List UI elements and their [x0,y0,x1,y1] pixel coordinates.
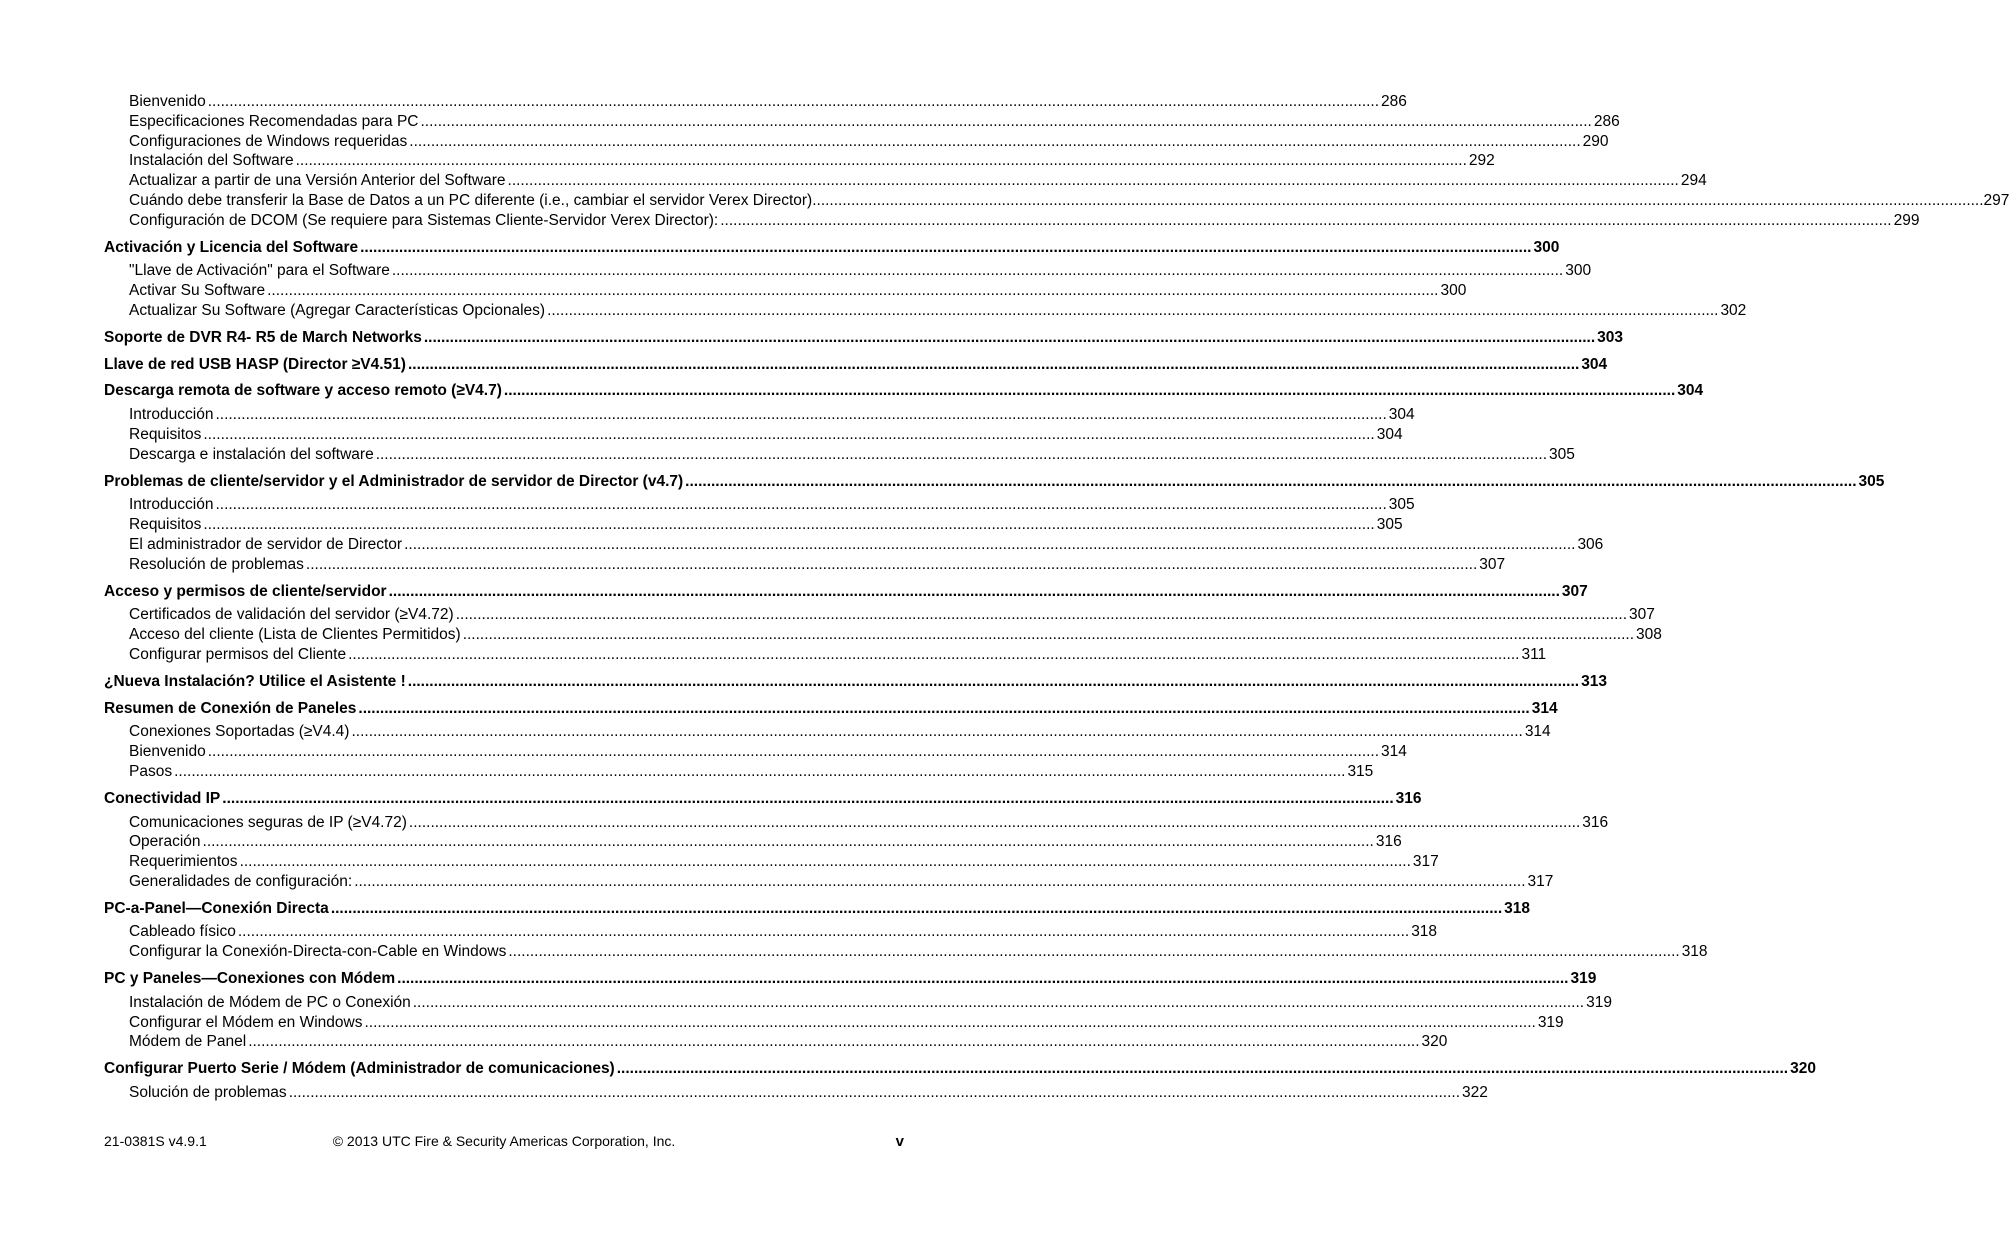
toc-subsection-entry[interactable] [104,555,1506,575]
toc-subsection-entry[interactable] [104,495,1415,515]
toc-subsection-entry[interactable] [104,813,1609,833]
dot-leader [617,1059,1788,1079]
copyright-notice: © 2013 UTC Fire & Security Americas Corporation, Inc. [332,1133,676,1149]
dot-leader [222,789,1393,809]
toc-subsection-entry[interactable] [104,515,1403,535]
toc-subsection-entry[interactable] [104,922,1438,942]
toc-section-entry[interactable] [104,789,1422,809]
dot-leader [376,445,1547,465]
toc-entry-title: Activar Su Software [129,282,266,300]
dot-leader [508,942,1679,962]
toc-entry-page: 306 [1577,535,1604,553]
toc-entry-page: 299 [1893,211,1920,229]
page-footer [104,1133,904,1153]
toc-entry-page: 304 [1581,355,1608,373]
dot-leader [397,969,1568,989]
toc-subsection-entry[interactable] [104,261,1592,281]
toc-entry-page: 307 [1479,555,1506,573]
toc-subsection-entry[interactable] [104,645,1547,665]
toc-entry-page: 322 [1462,1084,1488,1102]
toc-entry-page: 300 [1440,282,1467,300]
toc-entry-page: 300 [1565,262,1592,280]
toc-entry-title: El administrador de servidor de Director [129,535,403,553]
toc-section-entry[interactable] [104,1059,1816,1079]
toc-subsection-entry[interactable] [104,872,1554,892]
toc-subsection-entry[interactable] [104,151,1495,171]
toc-entry-title: Requisitos [129,425,202,443]
toc-entry-title: Bienvenido [129,93,206,110]
dot-leader [409,813,1580,833]
dot-leader [306,555,1477,575]
toc-entry-title: Instalación de Módem de PC o Conexión [129,993,411,1011]
dot-leader [203,425,1374,445]
toc-entry-title: Cableado físico [129,923,236,941]
toc-entry-page: 318 [1681,943,1708,961]
toc-subsection-entry[interactable] [104,281,1467,301]
toc-entry-title: Descarga remota de software y acceso remoto (≥V4.7) [104,382,502,400]
dot-leader [364,1013,1535,1033]
toc-entry-title: Instalación del Software [129,152,294,170]
toc-subsection-entry[interactable] [104,445,1575,465]
toc-entry-title: Activación y Licencia del Software [104,238,359,256]
toc-entry-title: Actualizar a partir de una Versión Anterior del Software [129,172,506,190]
dot-leader [215,405,1386,425]
toc-entry-page: 313 [1581,672,1607,690]
toc-entry-title: Requisitos [129,516,202,534]
toc-subsection-entry[interactable] [104,1032,1448,1052]
dot-leader [424,328,1595,348]
toc-section-entry[interactable] [104,582,1588,602]
dot-leader [812,191,1983,211]
toc-entry-page: 286 [1381,93,1407,110]
dot-leader [547,301,1718,321]
toc-subsection-entry[interactable] [104,112,1620,132]
toc-entry-title: Módem de Panel [129,1033,247,1051]
dot-leader [267,281,1438,301]
toc-entry-title: Configurar permisos del Cliente [129,645,347,663]
toc-entry-page: 304 [1388,406,1415,424]
dot-leader [208,742,1379,762]
dot-leader [348,645,1519,665]
toc-entry-title: Resolución de problemas [129,555,304,573]
toc-entry-title: Descarga e instalación del software [129,445,374,463]
toc-entry-page: 315 [1347,762,1374,780]
toc-subsection-entry[interactable] [104,1013,1564,1033]
toc-entry-page: 311 [1521,645,1547,663]
toc-entry-title: Especificaciones Recomendadas para PC [129,112,419,130]
toc-entry-title: Configuraciones de Windows requeridas [129,132,408,150]
toc-section-entry[interactable] [104,899,1531,919]
toc-section-entry[interactable] [104,672,1607,692]
dot-leader [248,1032,1419,1052]
dot-leader [203,515,1374,535]
toc-subsection-entry[interactable] [104,993,1612,1013]
toc-entry-page: 316 [1395,789,1422,807]
toc-entry-title: Operación [129,833,201,851]
toc-entry-page: 318 [1411,923,1438,941]
toc-section-entry[interactable] [104,472,1885,492]
toc-subsection-entry[interactable] [104,405,1415,425]
toc-entry-page: 319 [1537,1013,1564,1031]
dot-leader [351,722,1522,742]
toc-entry-title: Conectividad IP [104,789,221,807]
toc-entry-title: Generalidades de configuración: [129,872,353,890]
toc-entry-page: 286 [1593,112,1620,130]
toc-section-entry[interactable] [104,381,1704,401]
toc-subsection-entry[interactable] [104,942,1708,962]
toc-subsection-entry[interactable] [104,625,1662,645]
toc-entry-title: Soporte de DVR R4- R5 de March Networks [104,328,422,346]
toc-entry-page: 305 [1388,496,1415,514]
toc-entry-title: Problemas de cliente/servidor y el Administrador de servidor de Director (v4.7) [104,472,684,490]
document-number: 21-0381S v4.9.1 [104,1133,207,1149]
toc-subsection-entry[interactable] [104,722,1551,742]
toc-entry-title: Configuración de DCOM (Se requiere para Sistemas Cliente-Servidor Verex Director): [129,211,719,229]
toc-entry-page: 308 [1636,626,1662,644]
dot-leader [354,872,1525,892]
toc-subsection-entry[interactable] [104,211,1920,231]
toc-subsection-entry[interactable] [104,762,1374,782]
toc-entry-title: ¿Nueva Instalación? Utilice el Asistente ! [104,672,406,690]
toc-subsection-entry[interactable] [104,92,1407,112]
toc-entry-page: 314 [1381,743,1407,761]
toc-entry-page: 320 [1790,1060,1816,1078]
toc-entry-title: Llave de red USB HASP (Director ≥V4.51) [104,355,406,373]
toc-entry-page: 300 [1533,238,1560,256]
dot-leader [508,171,1679,191]
toc-entry-page: 320 [1421,1033,1448,1051]
toc-entry-page: 316 [1375,833,1402,851]
dot-leader [389,582,1560,602]
toc-entry-page: 319 [1570,970,1597,988]
dot-leader [413,993,1584,1013]
dot-leader [174,762,1345,782]
toc-entry-title: PC y Paneles—Conexiones con Módem [104,970,396,988]
dot-leader [360,238,1531,258]
dot-leader [289,1083,1460,1103]
toc-entry-page: 305 [1858,472,1885,490]
toc-entry-page: 317 [1412,853,1439,871]
toc-entry-page: 292 [1468,152,1495,170]
toc-subsection-entry[interactable] [104,832,1402,852]
toc-entry-title: Requerimientos [129,853,238,871]
toc-entry-page: 314 [1524,723,1551,741]
toc-entry-page: 319 [1586,993,1612,1011]
toc-subsection-entry[interactable] [104,425,1403,445]
toc-entry-page: 305 [1376,516,1403,534]
dot-leader [331,899,1502,919]
toc-subsection-entry[interactable] [104,171,1707,191]
dot-leader [358,699,1529,719]
toc-entry-title: Configurar Puerto Serie / Módem (Administrador de comunicaciones) [104,1060,615,1078]
toc-subsection-entry[interactable] [104,742,1407,762]
dot-leader [215,495,1386,515]
toc-entry-title: Introducción [129,496,214,514]
toc-entry-title: PC-a-Panel—Conexión Directa [104,899,329,917]
toc-subsection-entry[interactable] [104,132,1609,152]
toc-entry-title: Certificados de validación del servidor (≥V4.72) [129,606,454,624]
toc-entry-title: Resumen de Conexión de Paneles [104,699,357,717]
toc-entry-page: 294 [1680,172,1707,190]
dot-leader [408,672,1579,692]
dot-leader [720,211,1891,231]
toc-entry-page: 317 [1527,872,1554,890]
toc-entry-title: Configurar el Módem en Windows [129,1013,363,1031]
toc-entry-title: Pasos [129,762,173,780]
toc-entry-page: 303 [1597,328,1624,346]
toc-entry-title: Actualizar Su Software (Agregar Características Opcionales) [129,301,546,319]
toc-subsection-entry[interactable] [104,605,1655,625]
toc-section-entry[interactable] [104,238,1560,258]
dot-leader [240,852,1411,872]
toc-entry-page: 307 [1561,582,1588,600]
toc-entry-title: Bienvenido [129,743,206,761]
toc-entry-page: 304 [1677,382,1704,400]
toc-entry-page: 304 [1376,425,1403,443]
toc-entry-title: Introducción [129,406,214,424]
toc-subsection-entry[interactable] [104,1083,1488,1103]
dot-leader [392,261,1563,281]
toc-entry-page: 302 [1720,301,1747,319]
toc-subsection-entry[interactable] [104,191,2009,211]
toc-entry-page: 290 [1582,132,1609,150]
toc-entry-title: Comunicaciones seguras de IP (≥V4.72) [129,813,407,831]
toc-subsection-entry[interactable] [104,301,1747,321]
toc-section-entry[interactable] [104,355,1608,375]
dot-leader [463,625,1634,645]
toc-entry-title: Acceso del cliente (Lista de Clientes Permitidos) [129,626,461,644]
toc-section-entry[interactable] [104,969,1597,989]
toc-entry-page: 297 [1983,191,2009,209]
toc-subsection-entry[interactable] [104,852,1439,872]
dot-leader [685,472,1856,492]
dot-leader [203,832,1374,852]
toc-subsection-entry[interactable] [104,535,1604,555]
toc-section-entry[interactable] [104,699,1558,719]
page-number: v [895,1133,904,1150]
toc-entry-title: Configurar la Conexión-Directa-con-Cable en Windows [129,943,507,961]
table-of-contents [104,92,2009,1103]
toc-entry-page: 307 [1629,606,1655,624]
dot-leader [409,132,1580,152]
toc-entry-page: 316 [1582,813,1609,831]
toc-entry-title: Conexiones Soportadas (≥V4.4) [129,723,350,741]
dot-leader [421,112,1592,132]
toc-entry-title: Solución de problemas [129,1084,287,1102]
toc-entry-page: 305 [1549,445,1575,463]
dot-leader [408,355,1579,375]
dot-leader [238,922,1409,942]
toc-entry-title: Cuándo debe transferir la Base de Datos a un PC diferente (i.e., cambiar el servidor Verex Director) [129,191,813,209]
dot-leader [208,92,1379,112]
toc-entry-page: 314 [1531,699,1558,717]
toc-section-entry[interactable] [104,328,1624,348]
toc-entry-page: 318 [1504,899,1531,917]
toc-entry-title: Acceso y permisos de cliente/servidor [104,582,387,600]
dot-leader [504,381,1675,401]
dot-leader [296,151,1467,171]
dot-leader [456,605,1627,625]
toc-entry-title: "Llave de Activación" para el Software [129,262,390,280]
dot-leader [404,535,1575,555]
